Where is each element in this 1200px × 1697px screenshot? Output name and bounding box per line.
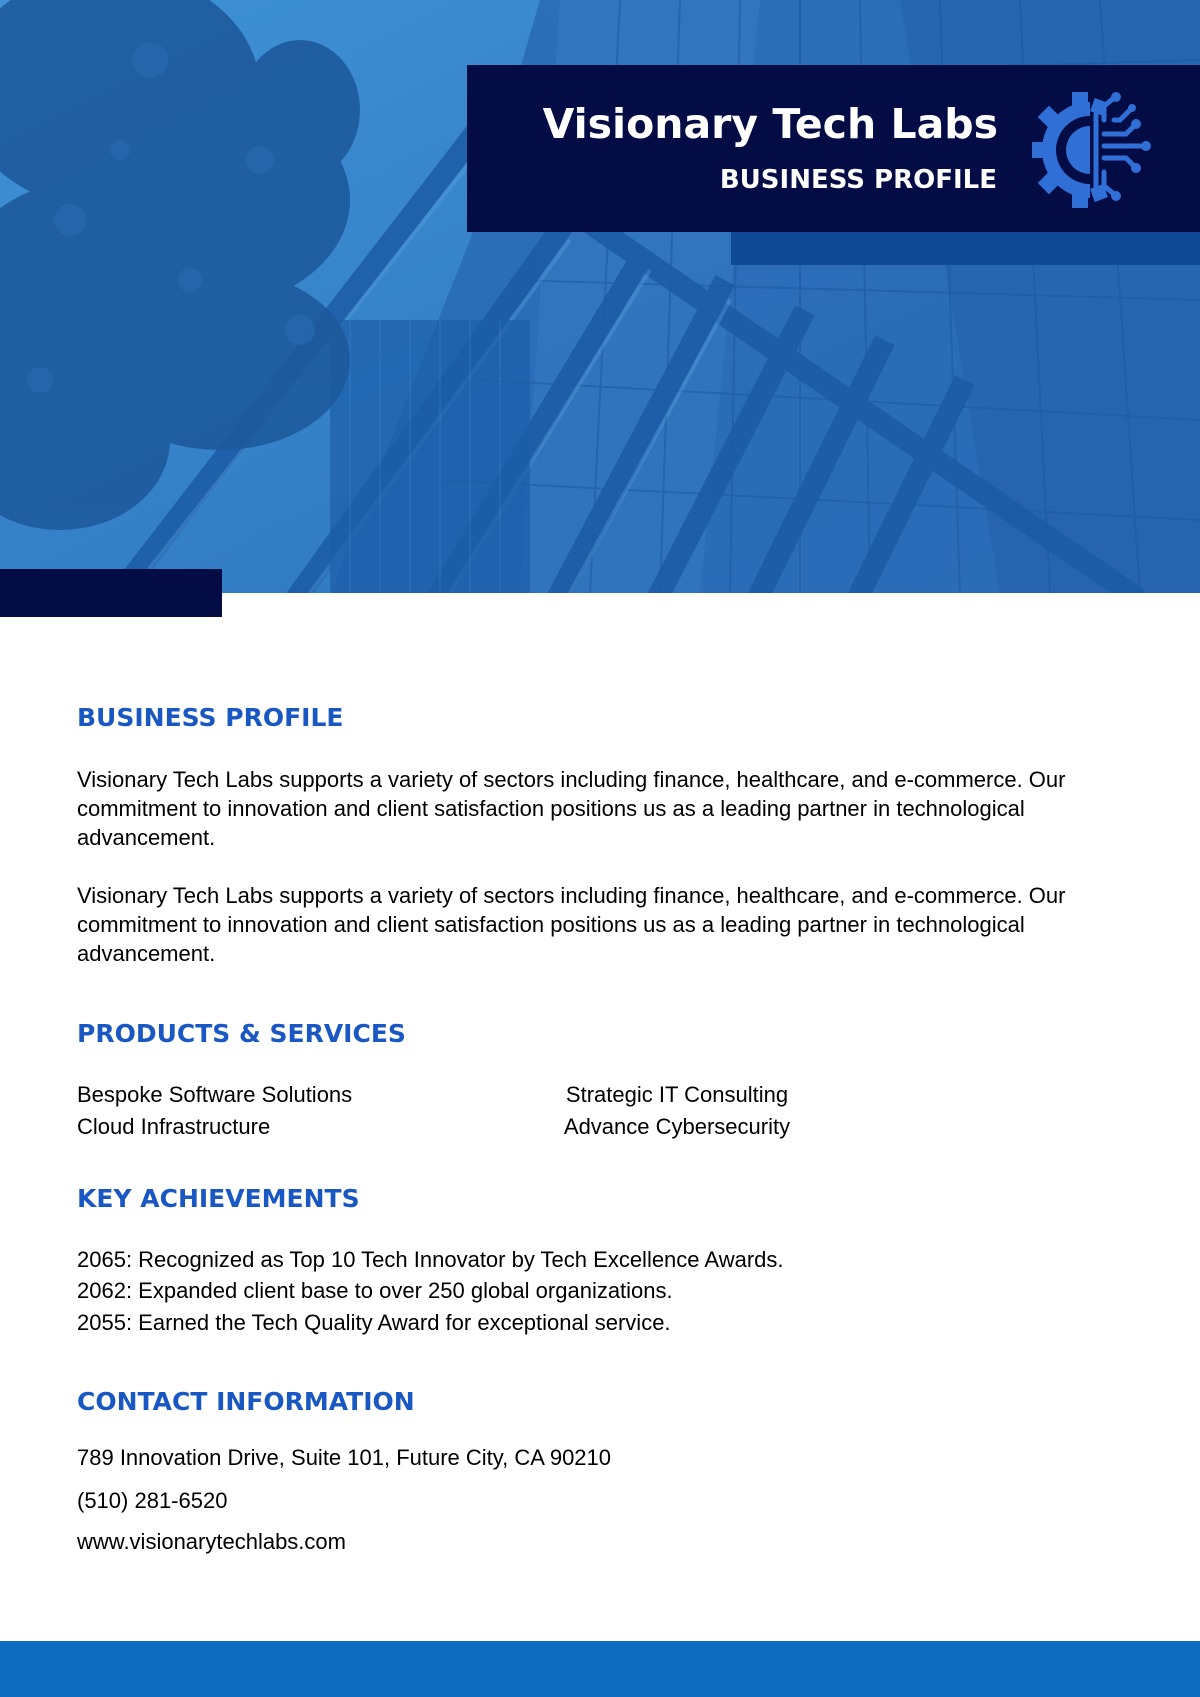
contact-website-link[interactable]: www.visionarytechlabs.com bbox=[77, 1529, 346, 1554]
gear-circuit-icon bbox=[1030, 90, 1154, 210]
achievement-item: 2065: Recognized as Top 10 Tech Innovator by Tech Excellence Awards. bbox=[77, 1247, 784, 1272]
hero-banner bbox=[0, 0, 1200, 593]
footer-bar bbox=[0, 1641, 1200, 1697]
business-profile-heading: BUSINESS PROFILE bbox=[77, 703, 344, 732]
profile-paragraph-1: Visionary Tech Labs supports a variety of sectors including finance, healthcare, and e-commerce. Our commitment to innovation and client satisfaction positions us as a leading partner in technological advancement. bbox=[77, 767, 1066, 850]
profile-paragraph-2: Visionary Tech Labs supports a variety of sectors including finance, healthcare, and e-commerce. Our commitment to innovation and client satisfaction positions us as a leading partner in technological advancement. bbox=[77, 883, 1066, 966]
service-item: Cloud Infrastructure bbox=[77, 1114, 271, 1139]
service-item: Advance Cybersecurity bbox=[563, 1114, 791, 1139]
contact-phone[interactable]: (510) 281-6520 bbox=[77, 1488, 228, 1513]
left-accent-bar bbox=[0, 569, 222, 617]
achievement-item: 2062: Expanded client base to over 250 global organizations. bbox=[77, 1278, 673, 1303]
contact-address: 789 Innovation Drive, Suite 101, Future City, CA 90210 bbox=[77, 1445, 612, 1470]
products-services-heading: PRODUCTS & SERVICES bbox=[77, 1019, 406, 1048]
company-name: Visionary Tech Labs bbox=[542, 100, 998, 148]
key-achievements-heading: KEY ACHIEVEMENTS bbox=[77, 1184, 360, 1213]
service-item: Strategic IT Consulting bbox=[565, 1082, 789, 1107]
document-subtitle: BUSINESS PROFILE bbox=[719, 165, 997, 195]
contact-information-heading: CONTACT INFORMATION bbox=[77, 1387, 415, 1416]
service-item: Bespoke Software Solutions bbox=[77, 1082, 353, 1107]
title-accent-bar bbox=[731, 232, 1200, 265]
achievement-item: 2055: Earned the Tech Quality Award for exceptional service. bbox=[77, 1310, 671, 1335]
